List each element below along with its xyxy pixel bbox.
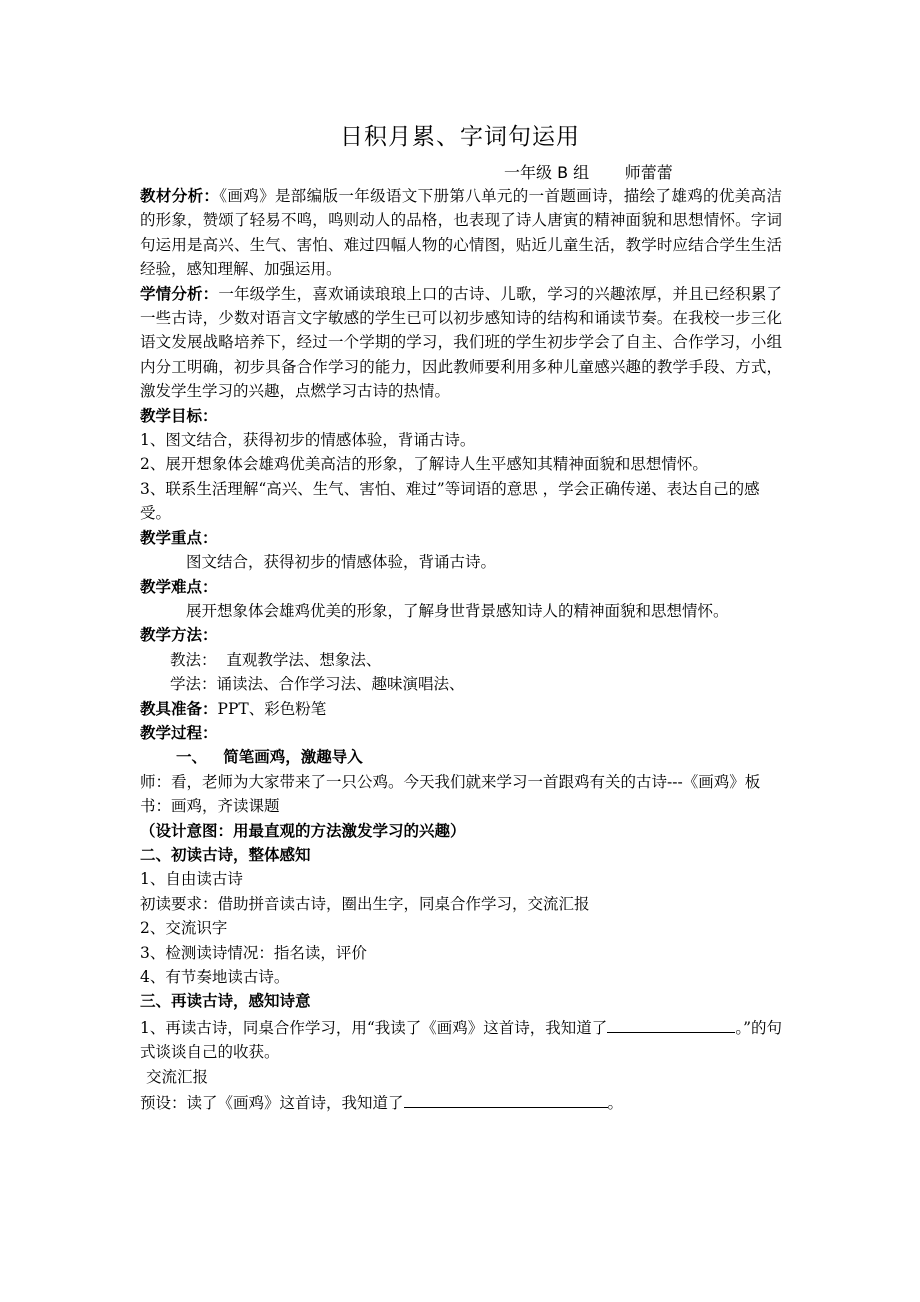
section-1-intent: （设计意图：用最直观的方法激发学习的兴趣） <box>140 821 466 840</box>
preset-tail: 。 <box>607 1094 624 1113</box>
section-2-item: 2、交流识字 <box>140 919 228 938</box>
tools-line <box>140 697 782 721</box>
section-3-item-tail: 。”的句式谈谈自己的收获。 <box>140 1018 782 1062</box>
section-3-item <box>140 1014 782 1065</box>
goal-item: 3、联系生活理解“高兴、生气、害怕、难过”等词语的意思 ，学会正确传递、表达自己的感受。 <box>140 479 760 523</box>
goal-item: 2、展开想象体会雄鸡优美高洁的形象，了解诗人生平感知其精神面貌和思想情怀。 <box>140 455 708 474</box>
key-point-heading: 教学重点： <box>140 528 218 547</box>
student-analysis-label: 学情分析： <box>140 284 219 303</box>
difficulty-text: 展开想象体会雄鸡优美的形象，了解身世背景感知诗人的精神面貌和思想情怀。 <box>186 601 729 620</box>
teaching-method: 教法： 直观教学法、想象法、 <box>170 650 382 669</box>
difficulty-heading: 教学难点： <box>140 577 218 596</box>
textbook-analysis-label: 教材分析： <box>140 187 220 205</box>
textbook-analysis-text: 《画鸡》是部编版一年级语文下册第八单元的一首题画诗，描绘了雄鸡的优美高洁的形象，赞颂了轻易不鸣，鸣则动人的品格，也表现了诗人唐寅的精神面貌和思想情怀。字词句运用是高兴、生气、害怕、难过四幅人物的心情图，贴近儿童生活，教学时应结合学生生活经验，感知理解、加强运用。 <box>140 187 782 279</box>
student-analysis <box>140 282 782 404</box>
section-2-item: 4、有节奏地读古诗。 <box>140 968 290 986</box>
author-line: 一年级 B 组 师蕾蕾 <box>504 163 673 182</box>
tools-text: PPT、彩色粉笔 <box>217 699 327 718</box>
textbook-analysis <box>140 184 782 282</box>
section-2-item: 初读要求：借助拼音读古诗，圈出生字，同桌合作学习，交流汇报 <box>140 894 590 913</box>
preset-line <box>140 1089 782 1115</box>
section-3-title: 三、再读古诗，感知诗意 <box>140 992 311 1011</box>
section-1-text: 师：看，老师为大家带来了一只公鸡。今天我们就来学习一首跟鸡有关的古诗---《画鸡》板书：画鸡，齐读课题 <box>140 772 761 816</box>
methods-heading: 教学方法： <box>140 626 218 645</box>
preset-blank <box>404 1089 608 1108</box>
section-3-item-text: 1、再读古诗，同桌合作学习，用“我读了《画鸡》这首诗，我知道了 <box>140 1018 608 1037</box>
tools-label: 教具准备： <box>140 699 218 718</box>
goals-heading: 教学目标： <box>140 406 218 425</box>
report-line: 交流汇报 <box>146 1067 209 1086</box>
learning-method: 学法：诵读法、合作学习法、趣味演唱法、 <box>170 675 465 694</box>
section-2-item: 1、自由读古诗 <box>140 870 243 889</box>
process-heading: 教学过程： <box>140 723 218 742</box>
key-point-text: 图文结合，获得初步的情感体验，背诵古诗。 <box>186 553 497 572</box>
answer-blank <box>607 1014 735 1033</box>
section-1-title: 一、 简笔画鸡，激趣导入 <box>176 748 363 767</box>
page-title: 日积月累、字词句运用 <box>340 124 580 150</box>
section-2-item: 3、检测读诗情况：指名读，评价 <box>140 943 367 962</box>
preset-text: 预设：读了《画鸡》这首诗，我知道了 <box>140 1094 404 1113</box>
goal-item: 1、图文结合，获得初步的情感体验，背诵古诗。 <box>140 431 476 450</box>
section-2-title: 二、初读古诗，整体感知 <box>140 845 311 864</box>
document-body <box>140 184 782 1115</box>
student-analysis-text: 一年级学生，喜欢诵读琅琅上口的古诗、儿歌，学习的兴趣浓厚，并且已经积累了一些古诗，少数对语言文字敏感的学生已可以初步感知诗的结构和诵读节奏。在我校一步三化语文发展战略培养下，经过一个学期的学习，我们班的学生初步学会了自主、合作学习，小组内分工明确，初步具备合作学习的能力，因此教师要利用多种儿童感兴趣的教学手段、方式，激发学生学习的兴趣，点燃学习古诗的热情。 <box>140 284 782 401</box>
